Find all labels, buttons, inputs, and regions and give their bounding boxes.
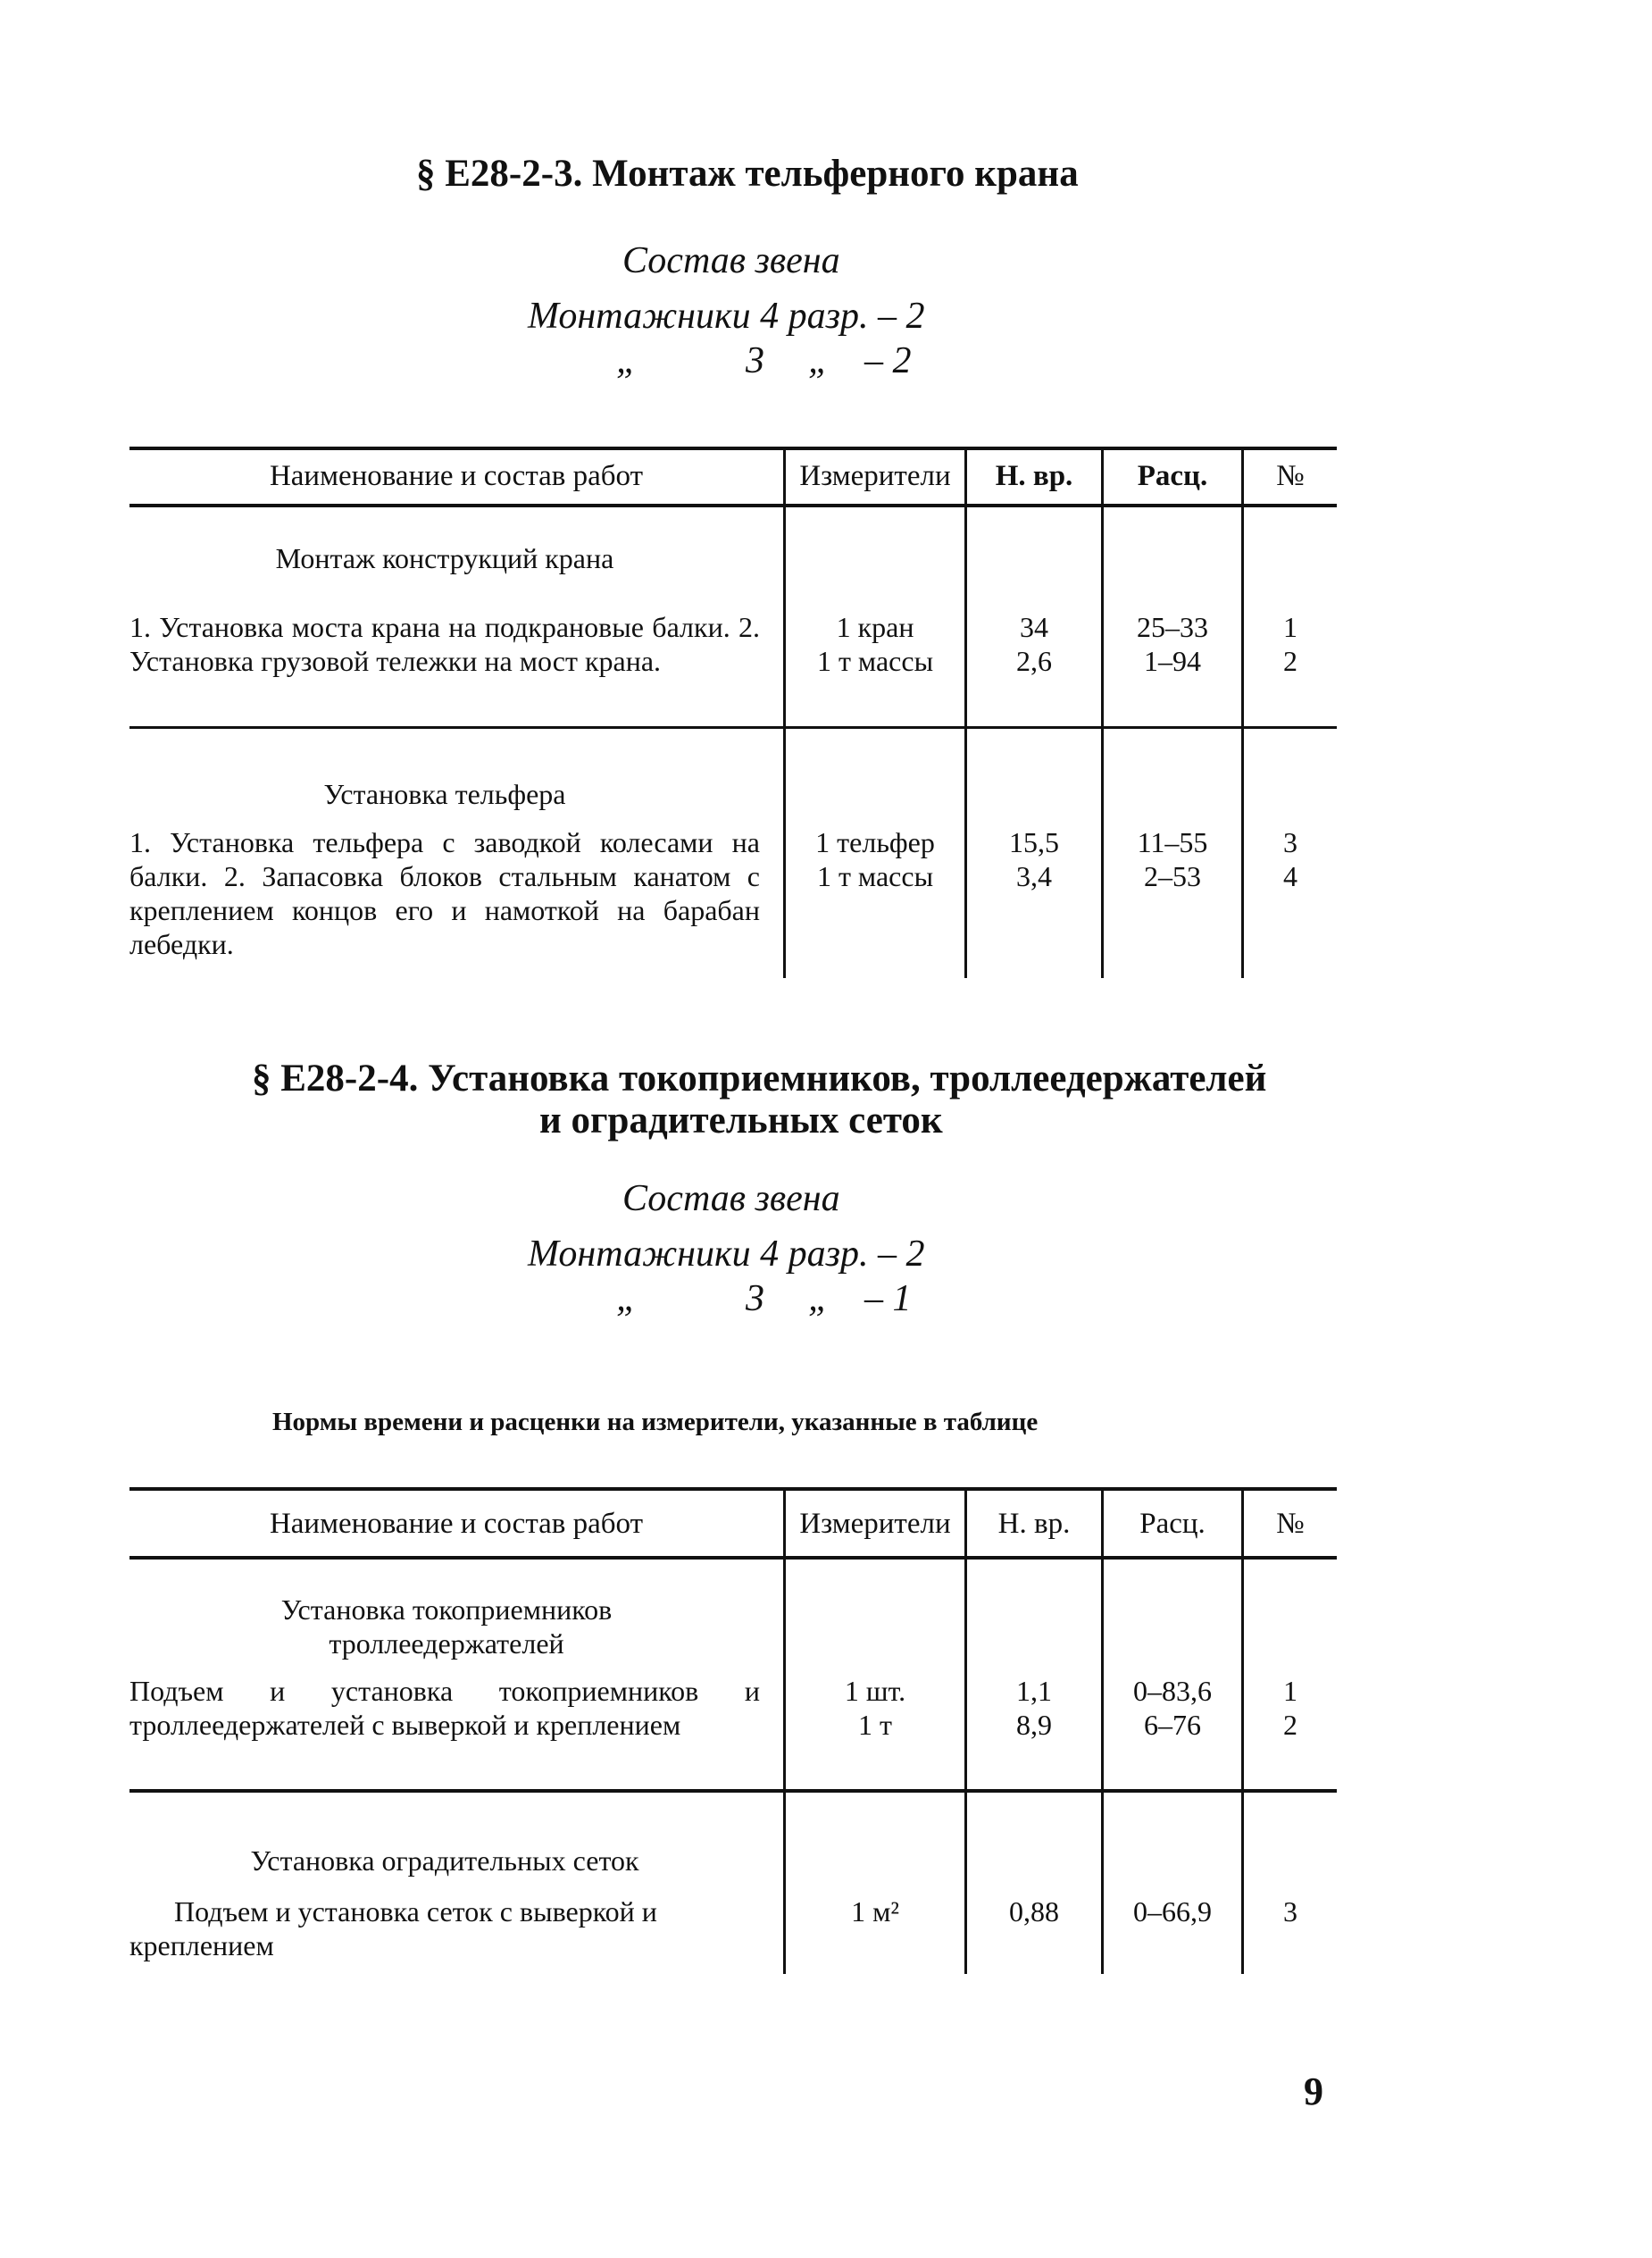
table-group-title: Монтаж конструкций крана	[275, 542, 614, 574]
table-cell-number: 3	[1283, 1895, 1297, 1928]
table-rule-group	[129, 726, 1337, 729]
section1-crew-grade: 3	[746, 340, 764, 381]
table-header-rate: Расц.	[1137, 460, 1208, 492]
table-group-description: 1. Установка моста крана на подкрановые балки. 2. Установка грузовой тележки на мост крана.	[129, 611, 760, 677]
table-cell-unit: 1 т массы	[816, 645, 934, 677]
table-header-name: Наименование и состав работ	[269, 1508, 644, 1540]
table-cell-rate: 2–53	[1144, 860, 1201, 892]
table-header-number: №	[1276, 460, 1305, 492]
table-cell-unit: 1 тельфер	[815, 826, 935, 858]
table-cell-rate: 0–66,9	[1133, 1895, 1212, 1928]
table-header-rate: Расц.	[1139, 1508, 1206, 1540]
section2-crew-ditto-1: „	[616, 1278, 638, 1319]
table-cell-unit: 1 шт.	[844, 1675, 906, 1707]
section1-crew-ditto-2: „	[808, 340, 830, 381]
table-group-description: 1. Установка тельфера с заводкой колесами на балки. 2. Запасовка блоков стальным канатом с креплением концов его и намоткой на барабан лебедки.	[129, 826, 760, 960]
section2-title-line2: и оградительных сеток	[539, 1100, 943, 1142]
table-cell-norm: 3,4	[1016, 860, 1052, 892]
table-cell-norm: 0,88	[1009, 1895, 1059, 1928]
table-rule-top	[129, 447, 1337, 450]
table-cell-number: 1	[1283, 611, 1297, 643]
table-rule-group	[129, 1789, 1337, 1793]
table-cell-unit: 1 т	[858, 1709, 892, 1741]
page-number: 9	[1304, 2070, 1323, 2113]
table-cell-unit: 1 м²	[851, 1895, 899, 1928]
table-col-divider	[1101, 447, 1104, 978]
table-header-units: Измерители	[799, 1508, 951, 1540]
table-cell-norm: 34	[1020, 611, 1048, 643]
table-col-divider	[1241, 447, 1244, 978]
table-cell-unit: 1 кран	[836, 611, 914, 643]
table-group-title: Установка токоприемников троллеедержателей	[280, 1593, 613, 1660]
table-cell-rate: 11–55	[1137, 826, 1208, 858]
norms-note: Нормы времени и расценки на измерители, указанные в таблице	[272, 1408, 1039, 1436]
section1-crew-ditto-1: „	[616, 340, 638, 381]
table-cell-rate: 1–94	[1144, 645, 1201, 677]
table-cell-unit: 1 т массы	[816, 860, 934, 892]
table-rule-top	[129, 1487, 1337, 1491]
section1-crew-line1: Монтажники 4 разр. – 2	[528, 296, 925, 337]
table-cell-rate: 25–33	[1137, 611, 1208, 643]
table-rule-header	[129, 1556, 1337, 1560]
table-cell-norm: 1,1	[1016, 1675, 1052, 1707]
table-cell-number: 1	[1283, 1675, 1297, 1707]
table-cell-number: 3	[1283, 826, 1297, 858]
section2-crew-count: – 1	[864, 1278, 912, 1319]
table-cell-rate: 0–83,6	[1133, 1675, 1212, 1707]
section2-title-line1: § Е28-2-4. Установка токоприемников, троллеедержателей	[252, 1058, 1267, 1100]
table-header-name: Наименование и состав работ	[269, 460, 644, 492]
table-group-title: Установка тельфера	[323, 778, 566, 810]
table-group-description: Подъем и установка сеток с выверкой и креплением	[129, 1895, 657, 1961]
table-cell-number: 2	[1283, 645, 1297, 677]
table-header-units: Измерители	[799, 460, 951, 492]
table-cell-number: 2	[1283, 1709, 1297, 1741]
table-col-divider	[783, 447, 786, 978]
table-cell-norm: 8,9	[1016, 1709, 1052, 1741]
section2-crew-line1: Монтажники 4 разр. – 2	[528, 1234, 925, 1275]
table-cell-norm: 2,6	[1016, 645, 1052, 677]
section2-crew-ditto-2: „	[808, 1278, 830, 1319]
table-cell-number: 4	[1283, 860, 1297, 892]
section1-crew-count: – 2	[864, 340, 912, 381]
table-group-description: Подъем и установка токоприемников и троллеедержателей с выверкой и креплением	[129, 1675, 760, 1741]
table-col-divider	[964, 447, 967, 978]
table-rule-header	[129, 504, 1337, 507]
section2-crew-grade: 3	[746, 1278, 764, 1319]
section1-title: § Е28-2-3. Монтаж тельферного крана	[416, 153, 1079, 195]
table-header-norm: Н. вр.	[995, 460, 1073, 492]
section1-crew-title: Состав звена	[622, 240, 840, 281]
table-header-number: №	[1276, 1508, 1305, 1540]
table-cell-norm: 15,5	[1009, 826, 1059, 858]
table-group-title: Установка оградительных сеток	[250, 1844, 639, 1877]
table-cell-rate: 6–76	[1144, 1709, 1201, 1741]
table-header-norm: Н. вр.	[997, 1508, 1071, 1540]
section2-crew-title: Состав звена	[622, 1178, 840, 1219]
